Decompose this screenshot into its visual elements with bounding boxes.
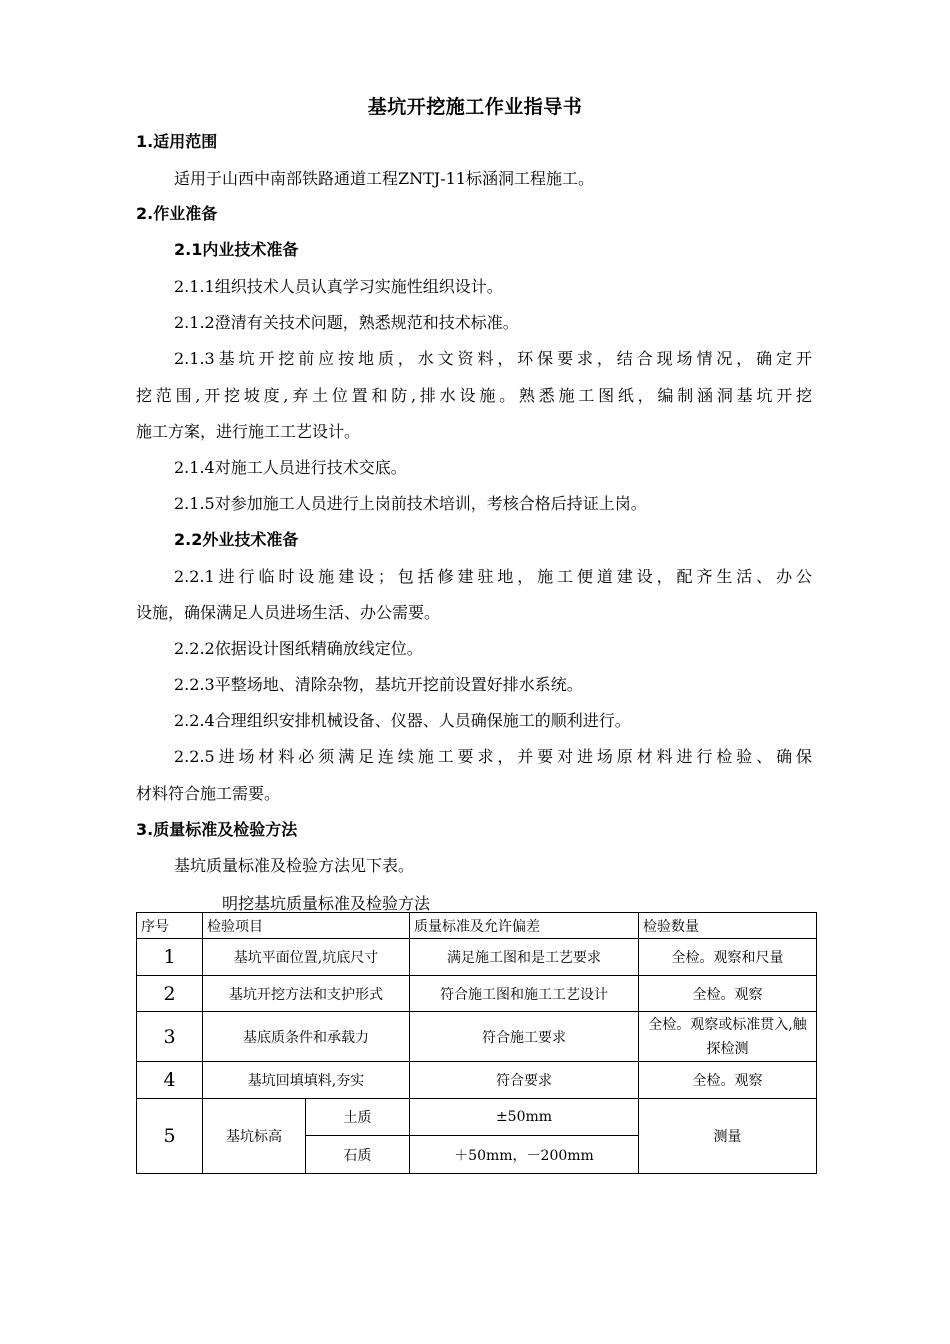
header-quantity: 检验数量 <box>639 913 817 939</box>
section-1-paragraph: 适用于山西中南部铁路通道工程ZNTJ-11标涵洞工程施工。 <box>174 169 594 188</box>
item-2-1-2: 2.1.2澄清有关技术问题，熟悉规范和技术标准。 <box>174 313 519 332</box>
row-number: 4 <box>137 1062 203 1099</box>
item-2-1-3-line-2: 挖范围,开挖坡度,弃土位置和防,排水设施。熟悉施工图纸，编制涵洞基坑开挖 <box>136 386 812 405</box>
row-standard: 符合施工要求 <box>410 1012 639 1062</box>
row-sub-item-soil: 土质 <box>306 1099 410 1136</box>
item-2-2-3: 2.2.3平整场地、清除杂物，基坑开挖前设置好排水系统。 <box>174 675 583 694</box>
row-sub-item-rock: 石质 <box>306 1136 410 1174</box>
item-2-2-2: 2.2.2依据设计图纸精确放线定位。 <box>174 639 423 658</box>
table-header-row <box>137 913 817 939</box>
table-row <box>137 1062 817 1099</box>
row-number: 3 <box>137 1012 203 1062</box>
item-2-2-5-line-1: 2.2.5进场材料必须满足连续施工要求，并要对进场原材料进行检验、确保 <box>174 747 812 766</box>
row-item: 基坑回填填料,夯实 <box>203 1062 410 1099</box>
row-number: 1 <box>137 939 203 976</box>
item-2-1-4: 2.1.4对施工人员进行技术交底。 <box>174 458 407 477</box>
table-row <box>137 1012 817 1062</box>
header-no: 序号 <box>137 913 203 939</box>
header-standard: 质量标准及允许偏差 <box>410 913 639 939</box>
row-quantity: 全检。观察 <box>639 1062 817 1099</box>
item-2-2-1-line-1: 2.2.1进行临时设施建设；包括修建驻地，施工便道建设，配齐生活、办公 <box>174 567 812 586</box>
row-standard-rock: ＋50mm，－200mm <box>410 1136 639 1174</box>
quality-standards-table <box>136 912 817 1174</box>
document-title: 基坑开挖施工作业指导书 <box>367 96 583 118</box>
item-2-2-1-line-2: 设施，确保满足人员进场生活、办公需要。 <box>136 603 441 622</box>
row-quantity: 全检。观察和尺量 <box>639 939 817 976</box>
section-3-paragraph: 基坑质量标准及检验方法见下表。 <box>174 856 415 875</box>
row-item: 基底质条件和承载力 <box>203 1012 410 1062</box>
header-item: 检验项目 <box>203 913 410 939</box>
item-2-1-3-line-3: 施工方案，进行施工工艺设计。 <box>136 422 361 441</box>
item-2-1-3-line-1: 2.1.3基坑开挖前应按地质，水文资料，环保要求，结合现场情况，确定开 <box>174 349 812 368</box>
row-number: 2 <box>137 976 203 1012</box>
table-caption: 明挖基坑质量标准及检验方法 <box>222 894 431 913</box>
row-item: 基坑标高 <box>203 1099 306 1174</box>
row-number: 5 <box>137 1099 203 1174</box>
row-standard-soil: ±50mm <box>410 1099 639 1136</box>
table-row <box>137 939 817 976</box>
row-standard: 符合要求 <box>410 1062 639 1099</box>
row-item: 基坑平面位置,坑底尺寸 <box>203 939 410 976</box>
section-2-heading: 2.作业准备 <box>136 204 218 223</box>
item-2-1-5: 2.1.5对参加施工人员进行上岗前技术培训，考核合格后持证上岗。 <box>174 494 647 513</box>
row-standard: 满足施工图和是工艺要求 <box>410 939 639 976</box>
item-2-1-1: 2.1.1组织技术人员认真学习实施性组织设计。 <box>174 277 503 296</box>
section-1-heading: 1.适用范围 <box>136 132 218 151</box>
table-row <box>137 1099 817 1136</box>
subsection-2-1-heading: 2.1内业技术准备 <box>174 240 299 259</box>
section-3-heading: 3.质量标准及检验方法 <box>136 820 298 839</box>
item-2-2-5-line-2: 材料符合施工需要。 <box>136 784 281 803</box>
row-standard: 符合施工图和施工工艺设计 <box>410 976 639 1012</box>
row-quantity: 测量 <box>639 1099 817 1174</box>
row-quantity: 全检。观察 <box>639 976 817 1012</box>
row-item: 基坑开挖方法和支护形式 <box>203 976 410 1012</box>
row-quantity: 全检。观察或标准贯入,触探检测 <box>639 1012 817 1062</box>
subsection-2-2-heading: 2.2外业技术准备 <box>174 530 299 549</box>
table-row <box>137 976 817 1012</box>
item-2-2-4: 2.2.4合理组织安排机械设备、仪器、人员确保施工的顺利进行。 <box>174 711 631 730</box>
